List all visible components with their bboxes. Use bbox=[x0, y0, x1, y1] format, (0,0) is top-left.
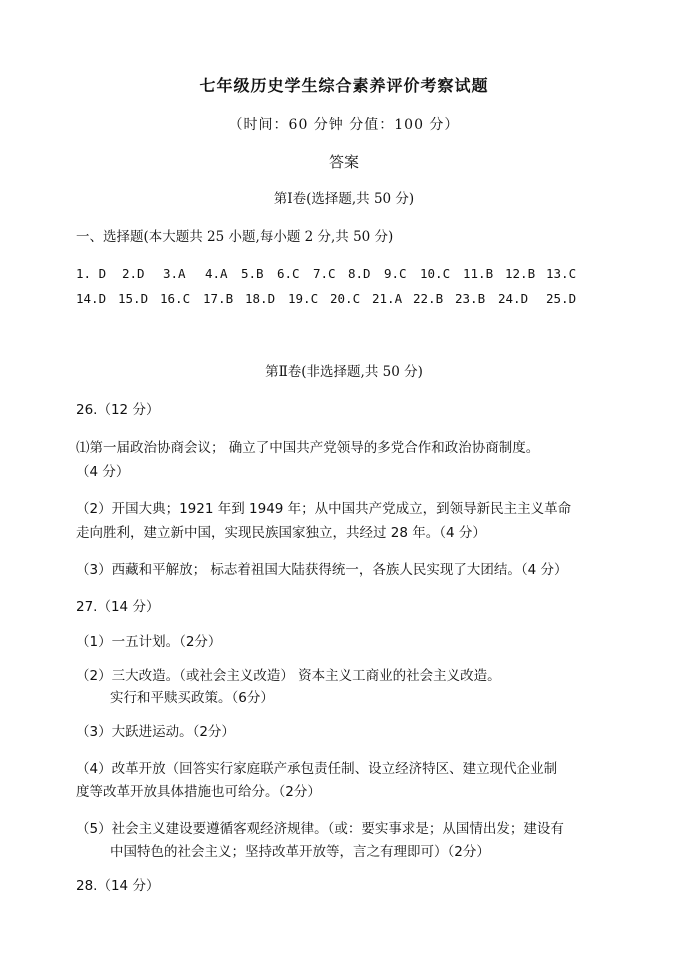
part1-section-title: 一、选择题(本大题共 25 小题,每小题 2 分,共 50 分) bbox=[76, 229, 394, 245]
mc-answer: 15.D bbox=[118, 291, 149, 306]
mc-answer: 19.C bbox=[288, 291, 319, 306]
page-title: 七年级历史学生综合素养评价考察试题 bbox=[199, 76, 489, 95]
mc-answer: 12.B bbox=[505, 266, 536, 281]
mc-answer: 25.D bbox=[546, 291, 577, 306]
mc-answer: 22.B bbox=[413, 291, 444, 306]
mc-answer: 17.B bbox=[203, 291, 234, 306]
mc-answer: 5.B bbox=[241, 266, 264, 281]
q27-answer-5-cont: 中国特色的社会主义；坚持改革开放等，言之有理即可）（2分） bbox=[110, 844, 490, 860]
part2-heading: 第Ⅱ卷(非选择题,共 50 分) bbox=[265, 364, 423, 380]
q27-answer-2-cont: 实行和平赎买政策。（6分） bbox=[110, 690, 274, 706]
answer-heading: 答案 bbox=[328, 153, 359, 171]
mc-answer: 8.D bbox=[348, 266, 371, 281]
q27-answer-3: （3）大跃进运动。（2分） bbox=[76, 724, 235, 740]
q27-answer-2: （2）三大改造。（或社会主义改造） 资本主义工商业的社会主义改造。 bbox=[76, 668, 501, 684]
mc-answer: 6.C bbox=[277, 266, 300, 281]
part1-heading: 第Ⅰ卷(选择题,共 50 分) bbox=[273, 191, 415, 207]
q27-answer-4: （4）改革开放（回答实行家庭联产承包责任制、设立经济特区、建立现代企业制 bbox=[76, 761, 558, 777]
q27-label: 27.（14 分） bbox=[76, 599, 160, 615]
mc-answer: 1. D bbox=[76, 266, 107, 281]
mc-answer: 11.B bbox=[463, 266, 494, 281]
q26-answer-1: ⑴第一届政治协商会议； 确立了中国共产党领导的多党合作和政治协商制度。 bbox=[76, 440, 540, 456]
mc-answer: 20.C bbox=[330, 291, 361, 306]
mc-answer: 13.C bbox=[546, 266, 577, 281]
q27-answer-1: （1）一五计划。（2分） bbox=[76, 634, 222, 650]
mc-answer: 24.D bbox=[498, 291, 529, 306]
mc-answer: 23.B bbox=[455, 291, 486, 306]
q26-label: 26.（12 分） bbox=[76, 402, 160, 418]
mc-answer: 9.C bbox=[384, 266, 407, 281]
q27-answer-4-cont: 度等改革开放具体措施也可给分。（2分） bbox=[76, 784, 321, 800]
mc-answer: 4.A bbox=[205, 266, 228, 281]
mc-answer: 7.C bbox=[313, 266, 336, 281]
mc-answer: 21.A bbox=[372, 291, 403, 306]
mc-answer: 3.A bbox=[163, 266, 186, 281]
mc-answer: 2.D bbox=[122, 266, 145, 281]
mc-answer: 16.C bbox=[160, 291, 191, 306]
exam-time-and-score: （时间：60 分钟 分值：100 分） bbox=[228, 117, 460, 133]
mc-answer: 10.C bbox=[420, 266, 451, 281]
mc-answer: 14.D bbox=[76, 291, 107, 306]
q26-answer-3: （3）西藏和平解放； 标志着祖国大陆获得统一，各族人民实现了大团结。（4 分） bbox=[76, 562, 568, 578]
mc-answer: 18.D bbox=[245, 291, 276, 306]
q26-answer-2-cont: 走向胜利，建立新中国，实现民族国家独立，共经过 28 年。（4 分） bbox=[76, 525, 486, 541]
q28-label: 28.（14 分） bbox=[76, 878, 160, 894]
q26-answer-2: （2）开国大典；1921 年到 1949 年；从中国共产党成立，到领导新民主主义革命 bbox=[76, 501, 572, 517]
q26-answer-1-score: （4 分） bbox=[76, 464, 130, 480]
q27-answer-5: （5）社会主义建设要遵循客观经济规律。（或：要实事求是；从国情出发；建设有 bbox=[76, 821, 564, 837]
